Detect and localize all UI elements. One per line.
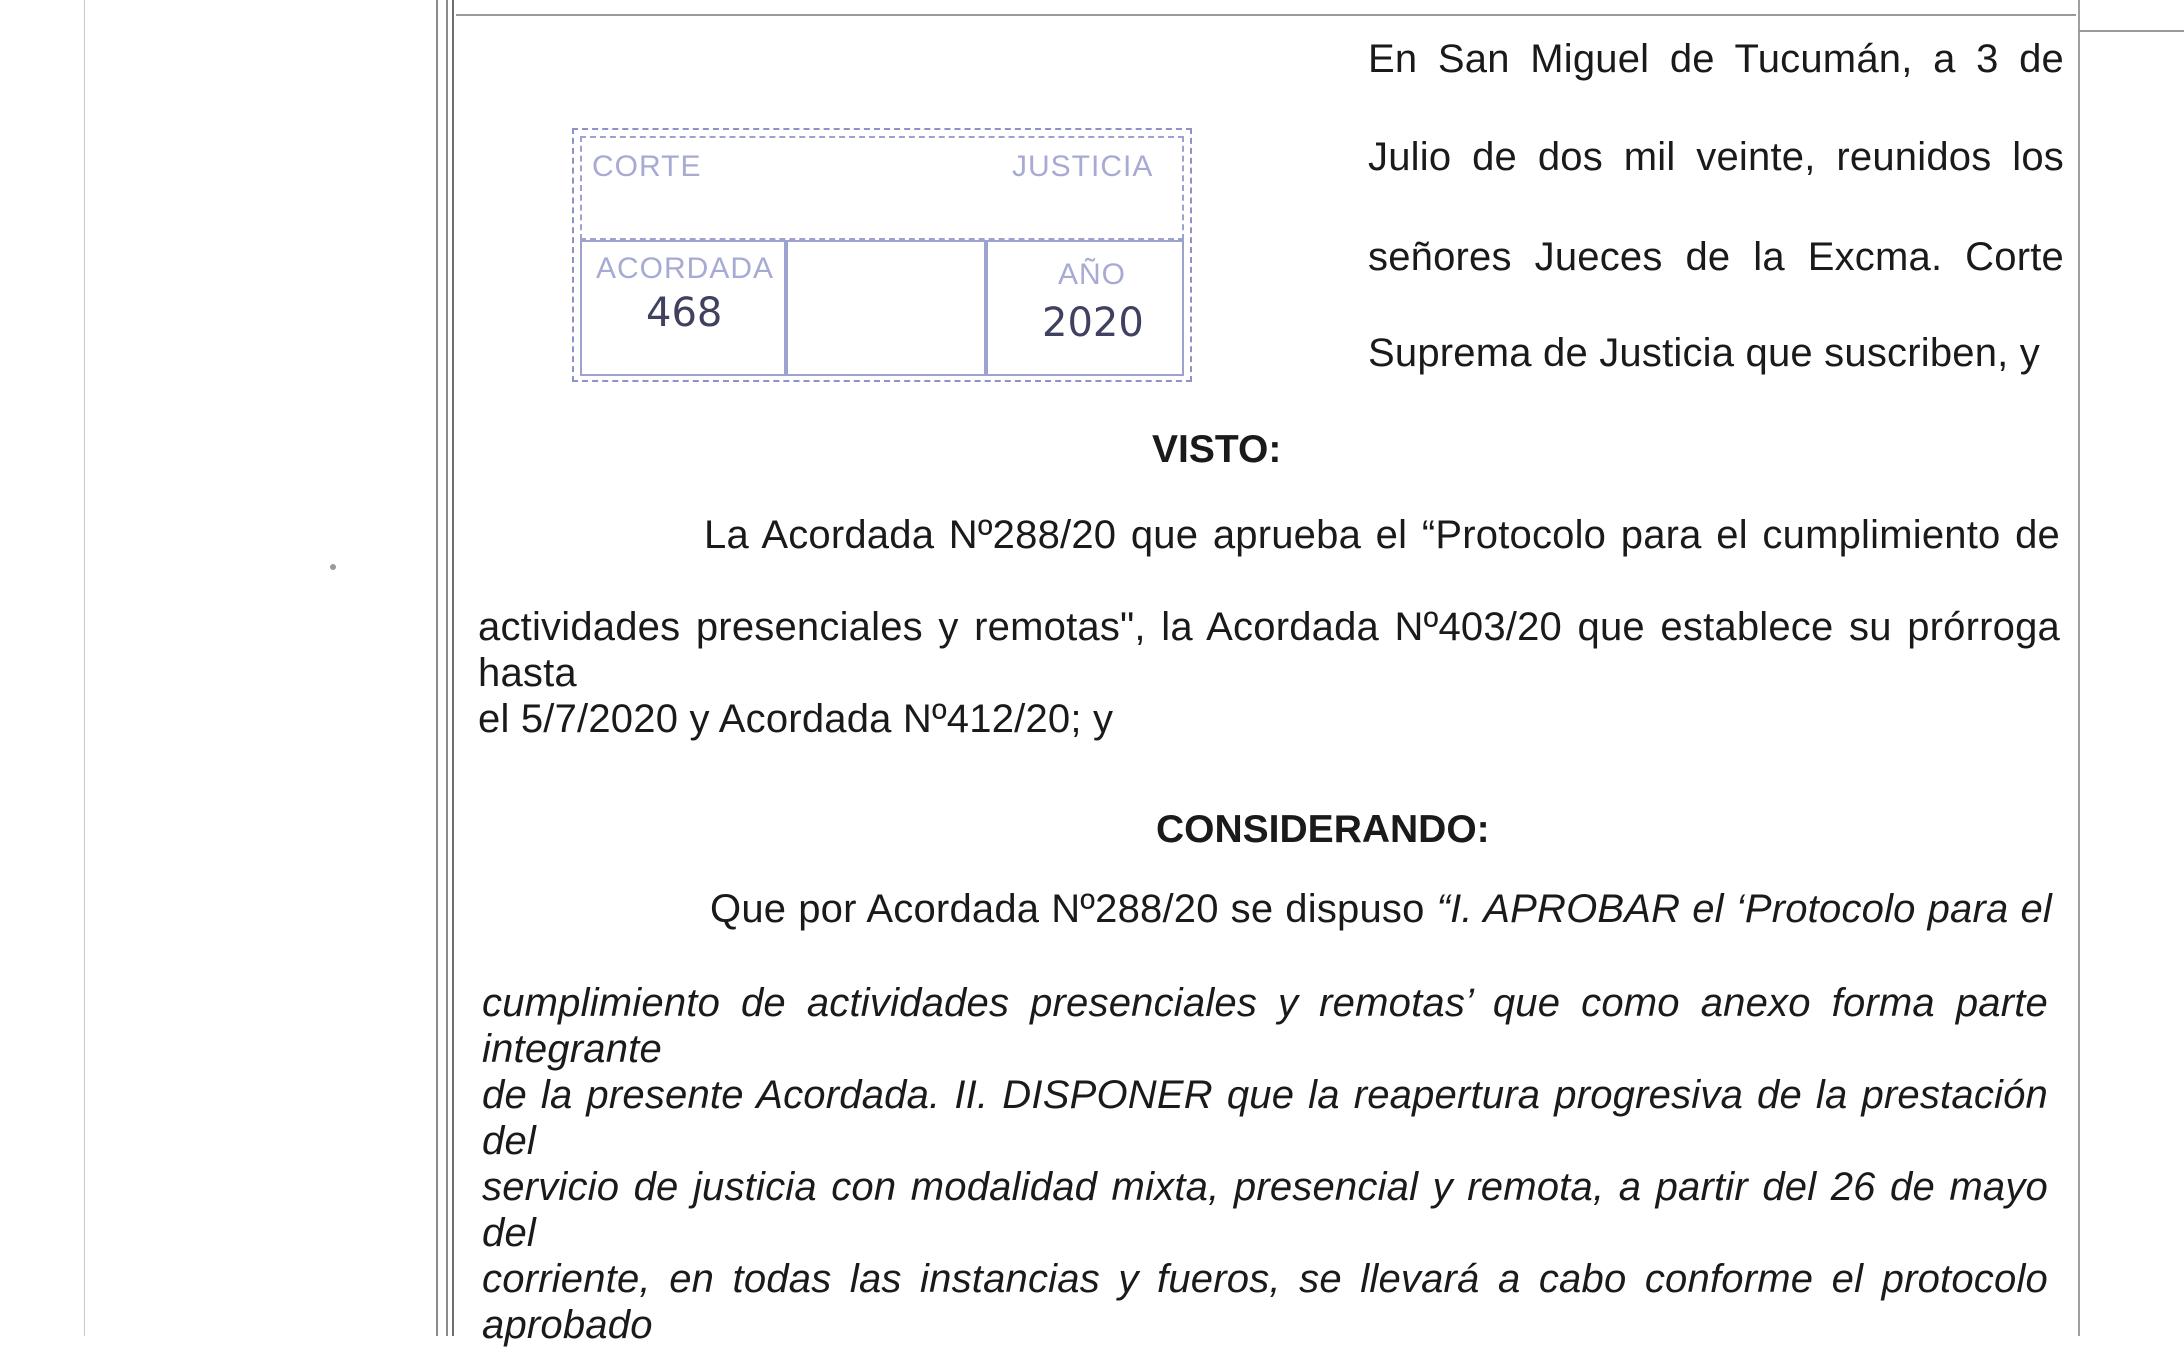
visto-line-3: el 5/7/2020 y Acordada Nº412/20; y: [478, 697, 1114, 741]
considerando-heading: CONSIDERANDO:: [1156, 808, 1490, 851]
considerando-line-1-quote: “I. APROBAR el ‘Protocolo para el: [1436, 887, 2052, 931]
stamp-acordada-label: ACORDADA: [596, 252, 775, 285]
stamp-year-label: AÑO: [1058, 258, 1127, 291]
stamp-top-text: CORTE: [592, 150, 702, 183]
stamp-year-value: 2020: [1042, 300, 1144, 346]
binding-line-2: [446, 0, 448, 1336]
considerando-line-3-text: de la presente Acordada. II. DISPONER que la reapertura progresiva de la prestación del: [482, 1073, 2048, 1163]
header-line-2: Julio de dos mil veinte, reunidos los: [1368, 135, 2064, 179]
right-margin-line: [2078, 0, 2080, 1336]
stamp-acordada-number: 468: [646, 290, 723, 336]
considerando-line-4-text: servicio de justicia con modalidad mixta, presencial y remota, a partir del 26 de mayo del: [482, 1165, 2048, 1255]
considerando-line-1-text: Que por Acordada Nº288/20 se dispuso: [710, 887, 1437, 931]
left-margin-line: [84, 0, 85, 1336]
binding-line-3: [452, 0, 454, 1336]
top-rule-right: [2078, 30, 2184, 32]
binding-line-1: [436, 0, 438, 1336]
stamp-top-text-right: JUSTICIA: [1012, 150, 1154, 183]
considerando-line-5-text: corriente, en todas las instancias y fueros, se llevará a cabo conforme el protocolo aprobado: [482, 1257, 2048, 1347]
considerando-line-4: [482, 1164, 2048, 1256]
considerando-line-3: [482, 1072, 2048, 1164]
visto-heading: VISTO:: [1152, 428, 1282, 471]
considerando-line-2-text: cumplimiento de actividades presenciales y remotas’ que como anexo forma parte integrante: [482, 981, 2048, 1071]
considerando-line-2: [482, 980, 2048, 1072]
acordada-stamp: [572, 128, 1192, 388]
header-line-3: señores Jueces de la Excma. Corte: [1368, 235, 2064, 279]
considerando-line-5: [482, 1256, 2048, 1348]
header-line-1: En San Miguel de Tucumán, a 3 de: [1368, 37, 2064, 81]
stamp-cell-middle: [786, 240, 986, 376]
visto-line-2: actividades presenciales y remotas", la Acordada Nº403/20 que establece su prórroga hasta: [478, 605, 2060, 695]
considerando-line-1: [710, 886, 2052, 932]
visto-line-1: La Acordada Nº288/20 que aprueba el “Protocolo para el cumplimiento de: [704, 513, 2060, 557]
top-rule: [456, 14, 2076, 16]
margin-dot: [330, 564, 336, 570]
header-line-4: Suprema de Justicia que suscriben, y: [1368, 331, 2040, 375]
